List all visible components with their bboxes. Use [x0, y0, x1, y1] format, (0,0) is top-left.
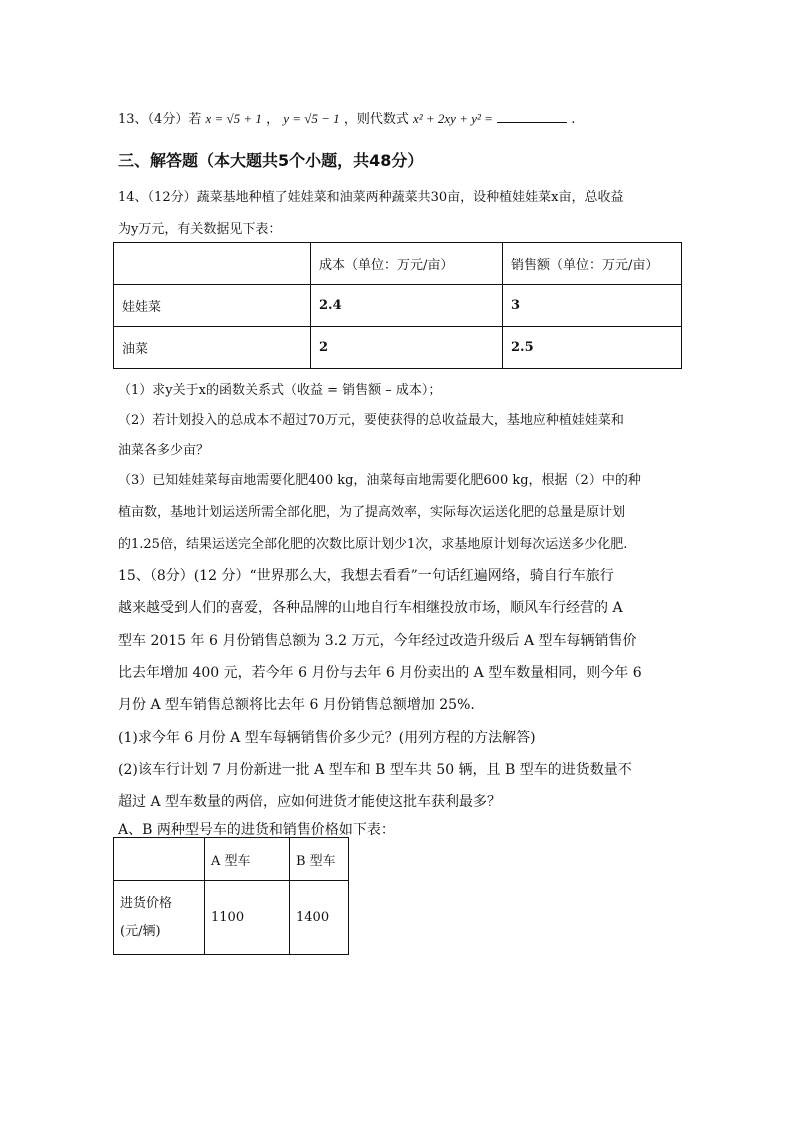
q14-line-2: 为y万元，有关数据见下表： — [118, 222, 282, 237]
q13-answer-blank[interactable] — [497, 110, 567, 123]
q13-prefix: 13、（4分）若 — [118, 112, 202, 127]
q13-x-equation: x = √5 + 1 — [205, 111, 262, 126]
table-header-cell: 销售额（单位：万元/亩） — [503, 243, 682, 285]
table-cell: 2.4 — [311, 285, 503, 327]
q15-line-2: 越来越受到人们的喜爱，各种品牌的山地自行车相继投放市场，顺风车行经营的 A — [118, 600, 623, 616]
table-header-row — [114, 243, 682, 285]
q14-part-3-line-3: 的1.25倍，结果运送完全部化肥的次数比原计划少1次，求基地原计划每次运送多少化肥. — [118, 537, 628, 552]
q15-part-1: (1)求今年 6 月份 A 型车每辆销售价多少元？(用列方程的方法解答) — [118, 730, 536, 746]
q15-line-3: 型车 2015 年 6 月份销售总额为 3.2 万元，今年经过改造升级后 A 型车每辆销售价 — [118, 633, 637, 649]
q14-part-3-line-2: 植亩数，基地计划运送所需全部化肥，为了提高效率，实际每次运送化肥的总量是原计划 — [118, 505, 626, 520]
q15-line-1: 15、（8分）(12 分）“世界那么大，我想去看看”一句话红遍网络，骑自行车旅行 — [118, 568, 614, 584]
table-cell: 2.5 — [503, 327, 682, 369]
table-row-label: 进货价格 (元/辆) — [114, 881, 205, 955]
table-header-row — [114, 838, 349, 881]
table-header-cell — [114, 838, 205, 881]
q15-line-5: 月份 A 型车销售总额将比去年 6 月份销售总额增加 25%. — [118, 697, 475, 713]
q14-line-1: 14、（12分）蔬菜基地种植了娃娃菜和油菜两种蔬菜共30亩，设种植娃娃菜x亩，总收益 — [118, 190, 624, 205]
q15-price-table — [113, 837, 349, 955]
table-cell: 3 — [503, 285, 682, 327]
q15-part-2-line-1: (2)该车行计划 7 月份新进一批 A 型车和 B 型车共 50 辆，且 B 型车的进货数量不 — [118, 762, 632, 778]
section-3-title: 三、解答题（本大题共5个小题，共48分） — [118, 151, 424, 170]
q13-y-equation: y = √5 − 1 — [283, 111, 340, 126]
q14-part-2-line-2: 油菜各多少亩？ — [118, 443, 210, 458]
q13-middle: ，则代数式 — [343, 112, 409, 127]
table-row — [114, 881, 349, 955]
q15-table-intro: A、B 两种型号车的进货和销售价格如下表： — [118, 822, 395, 838]
table-cell: 油菜 — [114, 327, 311, 369]
table-cell: 娃娃菜 — [114, 285, 311, 327]
table-row — [114, 327, 682, 369]
q14-data-table — [113, 242, 682, 369]
q14-part-1: （1）求y关于x的函数关系式（收益 = 销售额 – 成本）； — [118, 383, 442, 398]
table-cell: 1100 — [205, 881, 290, 955]
table-row — [114, 285, 682, 327]
table-header-cell: A 型车 — [205, 838, 290, 881]
table-cell: 2 — [311, 327, 503, 369]
q14-part-3-line-1: （3）已知娃娃菜每亩地需要化肥400 kg，油菜每亩地需要化肥600 kg，根据（2）中的种 — [118, 473, 641, 488]
table-cell: 1400 — [290, 881, 349, 955]
q13-expression: x² + 2xy + y² = — [412, 111, 493, 126]
table-header-cell: 成本（单位：万元/亩） — [311, 243, 503, 285]
q13-comma: ， — [266, 112, 280, 127]
q15-part-2-line-2: 超过 A 型车数量的两倍，应如何进货才能使这批车获利最多？ — [118, 794, 502, 810]
q13-suffix: . — [571, 112, 576, 127]
q15-line-4: 比去年增加 400 元，若今年 6 月份与去年 6 月份卖出的 A 型车数量相同，则今年 6 — [118, 665, 642, 681]
question-13 — [118, 108, 575, 127]
table-header-cell — [114, 243, 311, 285]
table-header-cell: B 型车 — [290, 838, 349, 881]
q14-part-2-line-1: （2）若计划投入的总成本不超过70万元，要使获得的总收益最大，基地应种植娃娃菜和 — [118, 413, 624, 428]
